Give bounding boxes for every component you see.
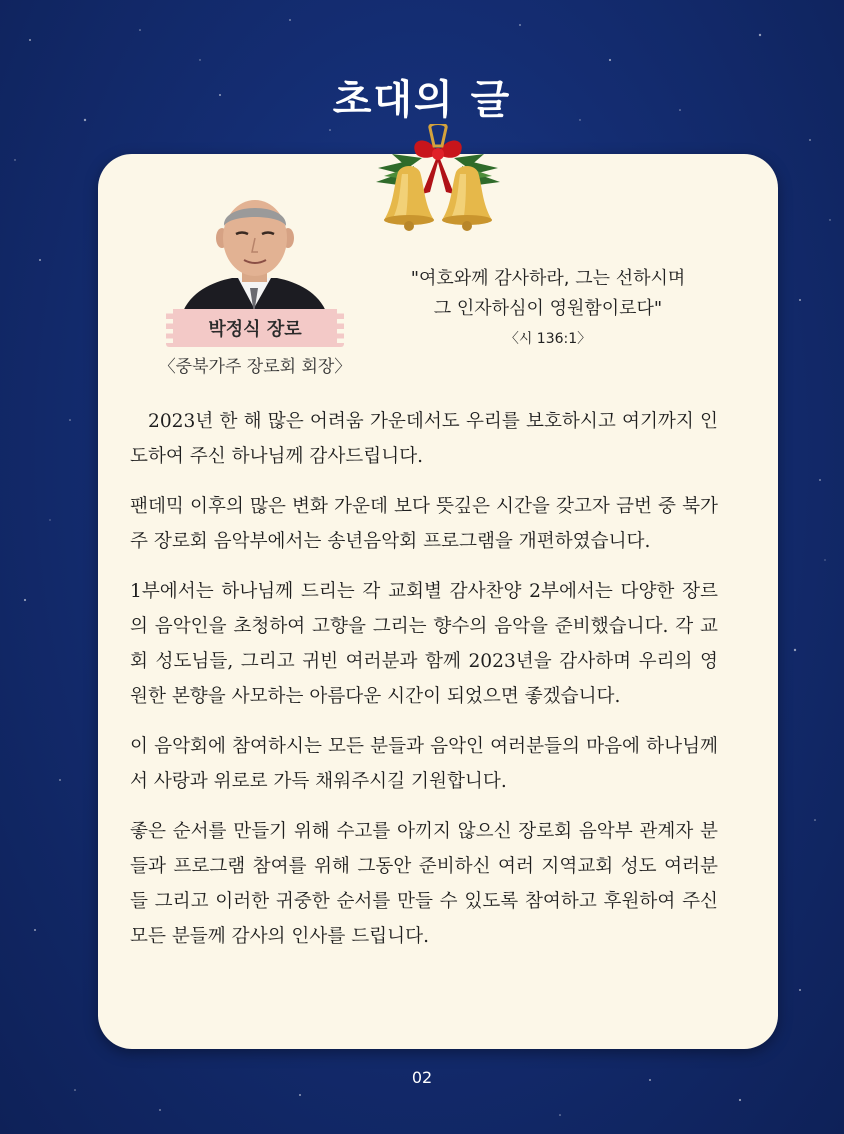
- author-name-tag: 박정식 장로: [166, 309, 344, 347]
- quote-reference: 〈시 136:1〉: [504, 331, 592, 347]
- scripture-quote: [368, 264, 728, 354]
- paragraph: 2023년 한 해 많은 어려움 가운데서도 우리를 보호하시고 여기까지 인도하여 주신 하나님께 감사드립니다.: [130, 411, 718, 467]
- author-role: 〈중북가주 장로회 회장〉: [158, 357, 352, 377]
- invitation-body: [130, 404, 718, 969]
- paragraph: 좋은 순서를 만들기 위해 수고를 아끼지 않으신 장로회 음악부 관계자 분들과 프로그램 참여를 위해 그동안 준비하신 여러 지역교회 성도 여러분들 그리고 이러한 귀중한 순서를 만들 수 있도록 참여하고 후원하여 주신 모든 분들께 감사의 인사를 드립니다.: [130, 821, 718, 947]
- portrait-photo: [182, 196, 327, 314]
- paragraph: 1부에서는 하나님께 드리는 각 교회별 감사찬양 2부에서는 다양한 장르의 음악인을 초청하여 고향을 그리는 향수의 음악을 준비했습니다. 각 교회 성도님들, 그리고 귀빈 여러분과 함께 2023년을 감사하며 우리의 영원한 본향을 사모하는 아름다운 시간이 되었으면 좋겠습니다.: [130, 581, 718, 707]
- page-title: 초대의 글: [332, 77, 512, 123]
- page-number: 02: [411, 1068, 433, 1087]
- quote-line-1: "여호와께 감사하라, 그는 선하시며: [410, 268, 686, 289]
- christmas-bells-icon: [372, 124, 504, 236]
- paragraph: 팬데믹 이후의 많은 변화 가운데 보다 뜻깊은 시간을 갖고자 금번 중 북가주 장로회 음악부에서는 송년음악회 프로그램을 개편하였습니다.: [130, 496, 718, 552]
- quote-line-2: 그 인자하심이 영원함이로다": [433, 298, 663, 319]
- paragraph: 이 음악회에 참여하시는 모든 분들과 음악인 여러분들의 마음에 하나님께서 사랑과 위로로 가득 채워주시길 기원합니다.: [130, 736, 718, 792]
